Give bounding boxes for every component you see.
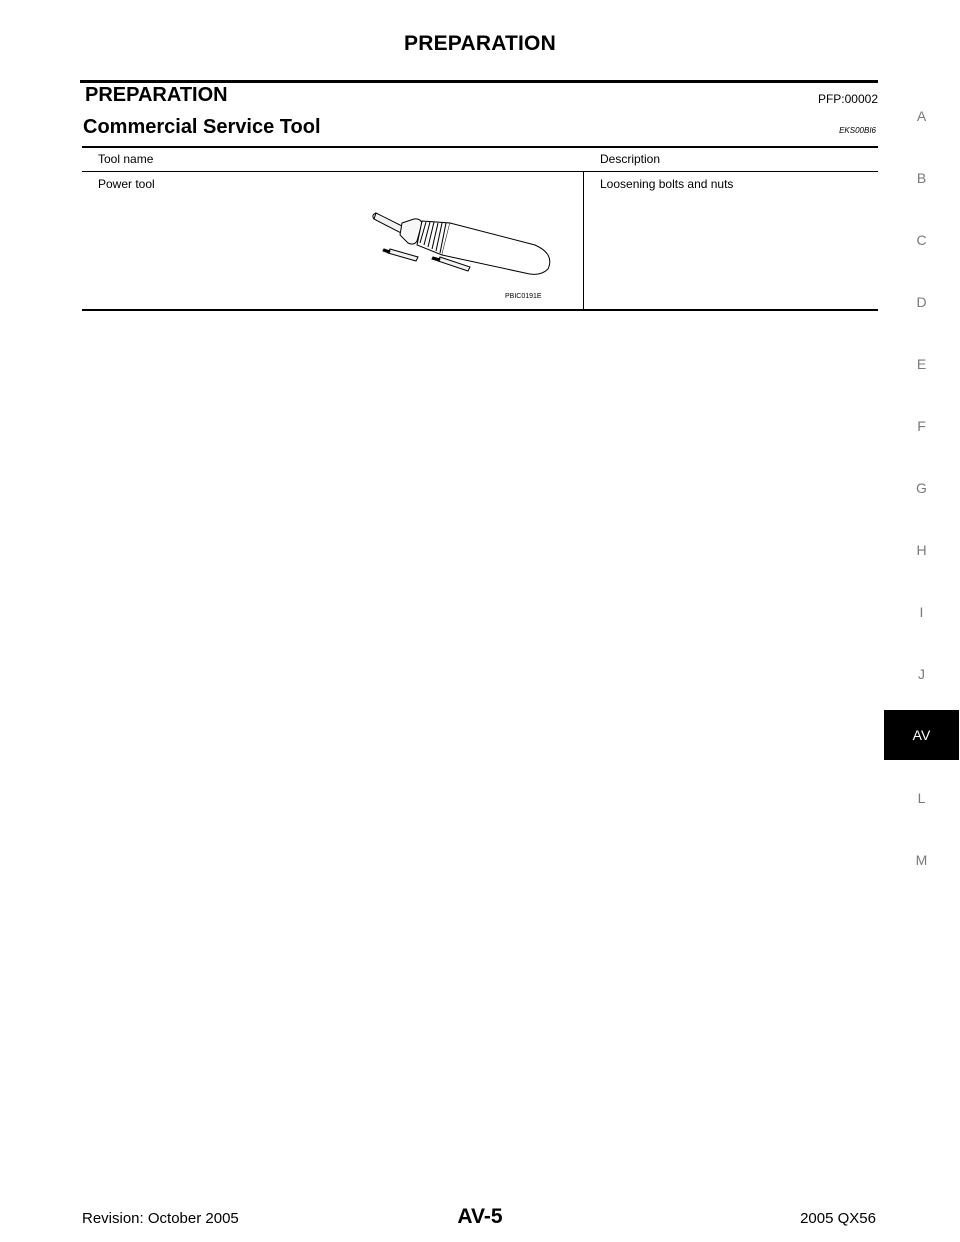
side-tab-av[interactable]: AV — [884, 710, 959, 760]
side-tab-c[interactable]: C — [916, 232, 927, 248]
table-column-divider — [583, 172, 584, 310]
footer-revision: Revision: October 2005 — [82, 1210, 239, 1227]
table-top-rule — [82, 146, 878, 148]
footer-model: 2005 QX56 — [800, 1210, 876, 1227]
section-code: PFP:00002 — [817, 92, 878, 106]
column-header-description: Description — [600, 152, 661, 166]
section-title: PREPARATION — [85, 84, 228, 106]
table-header-rule — [82, 171, 878, 172]
cell-tool-name: Power tool — [98, 177, 155, 191]
side-tab-d[interactable]: D — [916, 294, 927, 310]
subsection-code: EKS00BI6 — [839, 126, 876, 135]
side-tab-a[interactable]: A — [916, 108, 927, 124]
side-tab-e[interactable]: E — [916, 356, 927, 372]
side-tab-b[interactable]: B — [916, 170, 927, 186]
tool-table — [82, 146, 878, 311]
column-header-tool-name: Tool name — [98, 152, 154, 166]
side-tab-i[interactable]: I — [919, 604, 924, 620]
power-tool-screwdriver-icon — [370, 201, 570, 305]
side-tab-j[interactable]: J — [918, 666, 925, 682]
figure-code: PBIC0191E — [505, 293, 542, 300]
side-tab-h[interactable]: H — [916, 542, 927, 558]
subsection-title: Commercial Service Tool — [83, 116, 321, 138]
top-rule — [80, 80, 878, 83]
side-tab-g[interactable]: G — [916, 480, 927, 496]
footer-page-number: AV-5 — [457, 1205, 503, 1228]
running-head: PREPARATION — [404, 32, 556, 55]
side-tab-m[interactable]: M — [915, 852, 928, 868]
side-tab-l[interactable]: L — [917, 790, 926, 806]
cell-description: Loosening bolts and nuts — [600, 177, 734, 191]
side-tab-f[interactable]: F — [917, 418, 926, 434]
table-bottom-rule — [82, 309, 878, 311]
